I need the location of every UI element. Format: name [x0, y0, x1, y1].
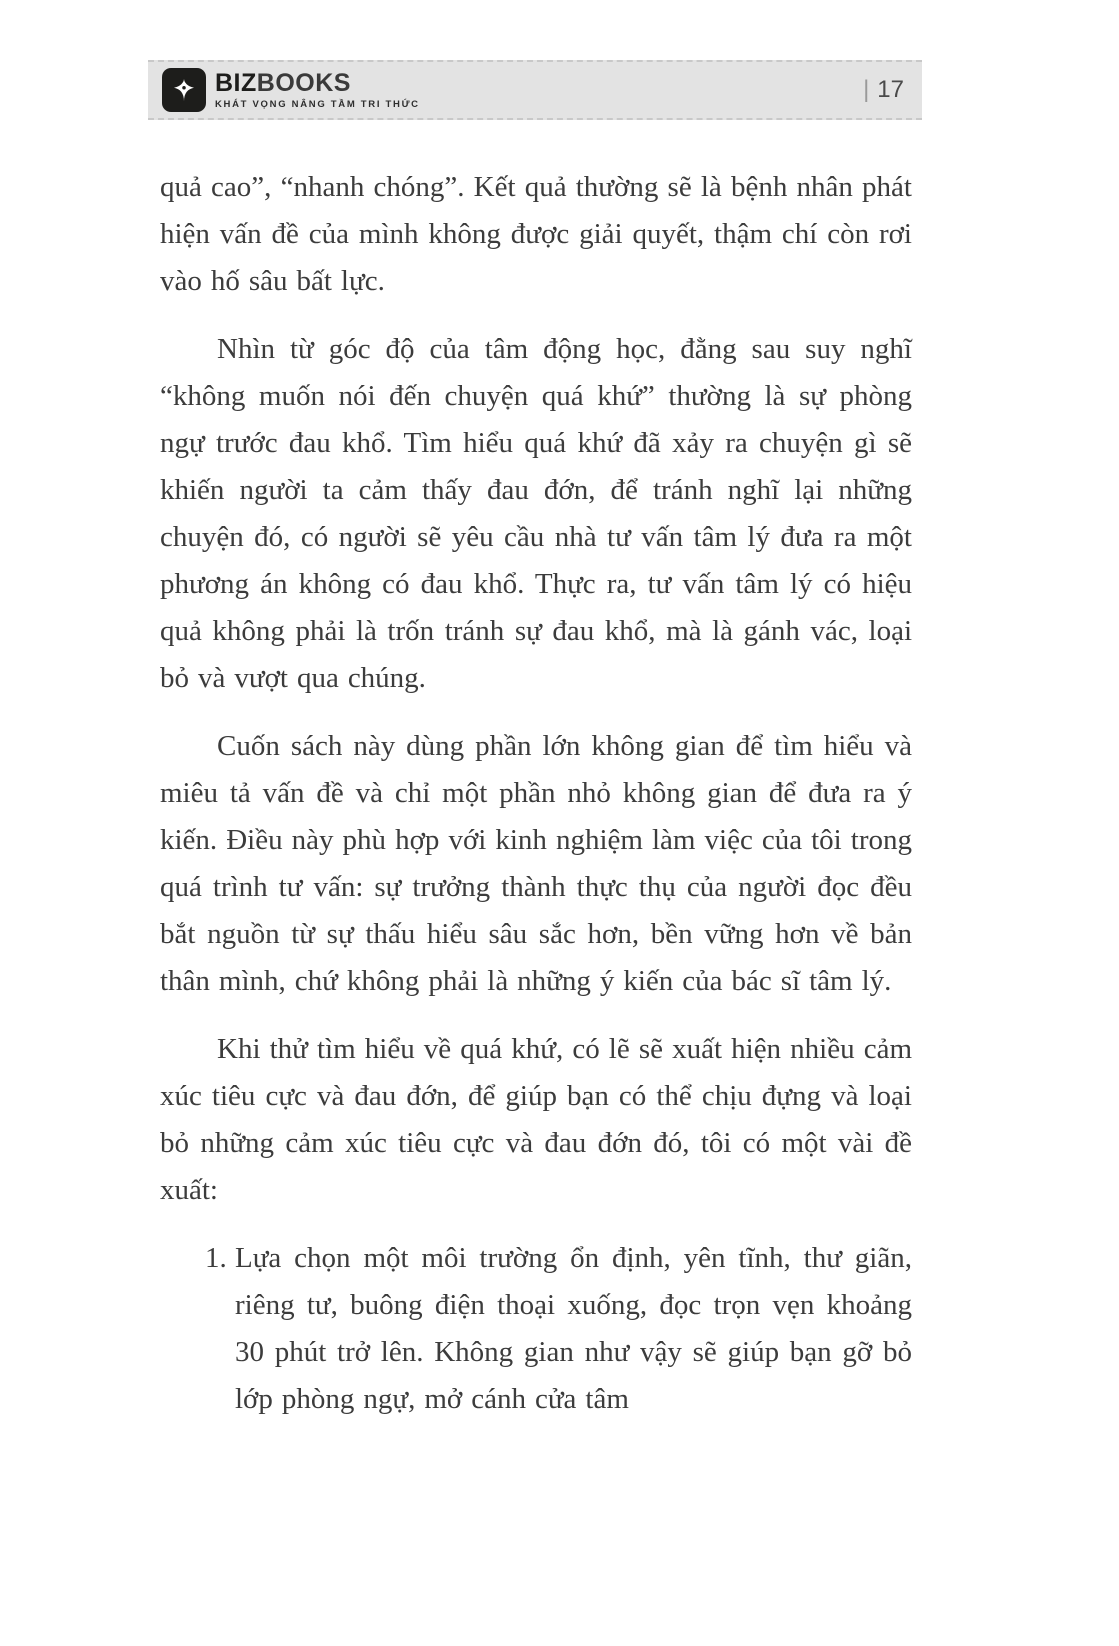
brand-text: [215, 68, 420, 97]
brand-tagline: KHÁT VỌNG NÂNG TẦM TRI THỨC: [215, 98, 420, 110]
paragraph: quả cao”, “nhanh chóng”. Kết quả thường sẽ là bệnh nhân phát hiện vấn đề của mình không được giải quyết, thậm chí còn rơi vào hố sâu bất lực.: [160, 171, 912, 297]
page-number-bar: |: [863, 76, 870, 103]
page-number: [863, 76, 910, 104]
brand-books: BOOKS: [256, 68, 351, 97]
list-marker: 1.: [205, 1242, 227, 1274]
page-number-value: 17: [877, 76, 904, 103]
header-banner: [148, 60, 922, 120]
bizbooks-emblem-icon: [162, 68, 206, 112]
brand-block: [215, 68, 420, 110]
brand-biz: BIZ: [215, 68, 257, 97]
list-item: [160, 1235, 912, 1423]
paragraph: Nhìn từ góc độ của tâm động học, đằng sau suy nghĩ “không muốn nói đến chuyện quá khứ” thường là sự phòng ngự trước đau khổ. Tìm hiểu quá khứ đã xảy ra chuyện gì sẽ khiến người ta cảm thấy đau đớn, để tránh nghĩ lại những chuyện đó, có người sẽ yêu cầu nhà tư vấn tâm lý đưa ra một phương án không có đau khổ. Thực ra, tư vấn tâm lý có hiệu quả không phải là trốn tránh sự đau khổ, mà là gánh vác, loại bỏ và vượt qua chúng.: [160, 333, 912, 694]
paragraph: Khi thử tìm hiểu về quá khứ, có lẽ sẽ xuất hiện nhiều cảm xúc tiêu cực và đau đớn, để giúp bạn có thể chịu đựng và loại bỏ những cảm xúc tiêu cực và đau đớn đó, tôi có một vài đề xuất:: [160, 1033, 912, 1206]
list-item-text: Lựa chọn một môi trường ổn định, yên tĩnh, thư giãn, riêng tư, buông điện thoại xuống, đọc trọn vẹn khoảng 30 phút trở lên. Không gian như vậy sẽ giúp bạn gỡ bỏ lớp phòng ngự, mở cánh cửa tâm: [235, 1242, 912, 1415]
body-text: [160, 164, 912, 1423]
paragraph: Cuốn sách này dùng phần lớn không gian để tìm hiểu và miêu tả vấn đề và chỉ một phần nhỏ không gian để đưa ra ý kiến. Điều này phù hợp với kinh nghiệm làm việc của tôi trong quá trình tư vấn: sự trưởng thành thực thụ của người đọc đều bắt nguồn từ sự thấu hiểu sâu sắc hơn, bền vững hơn về bản thân mình, chứ không phải là những ý kiến của bác sĩ tâm lý.: [160, 730, 912, 997]
bizbooks-logo: [162, 68, 420, 112]
